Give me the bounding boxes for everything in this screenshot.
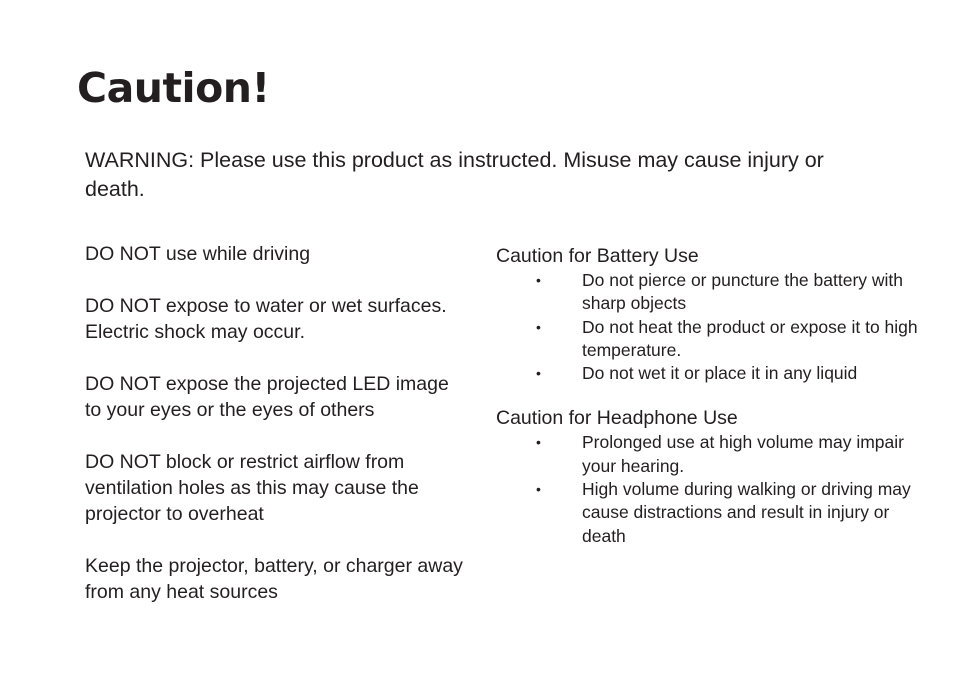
battery-caution-heading: Caution for Battery Use	[496, 245, 699, 267]
specific-cautions	[496, 243, 936, 568]
headphone-caution-heading: Caution for Headphone Use	[496, 407, 738, 430]
list-item	[496, 431, 936, 478]
caution-item-airflow: DO NOT block or restrict airflow from ventilation holes as this may cause the projector to overheat	[85, 451, 419, 525]
list-item-text: Prolonged use at high volume may impair your hearing.	[582, 432, 904, 476]
headphone-caution-section	[496, 405, 936, 547]
headphone-caution-list	[496, 431, 936, 547]
general-cautions	[85, 241, 465, 631]
list-item-text: Do not pierce or puncture the battery with sharp objects	[582, 270, 904, 314]
warning-text: WARNING: Please use this product as instructed. Misuse may cause injury or death.	[85, 148, 824, 201]
battery-caution-list	[496, 269, 936, 385]
list-item-text: Do not wet it or place it in any liquid	[582, 363, 858, 384]
list-item	[496, 269, 936, 316]
bullet-icon: •	[536, 481, 541, 498]
list-item-text: Do not heat the product or expose it to high temperature.	[582, 316, 918, 360]
list-item-text: High volume during walking or driving may cause distractions and result in injury or death	[582, 479, 911, 546]
page-title: Caution!	[77, 64, 270, 112]
bullet-icon: •	[536, 365, 541, 382]
battery-caution-section	[496, 243, 936, 385]
list-item	[496, 362, 936, 385]
caution-item-led-eyes: DO NOT expose the projected LED image to your eyes or the eyes of others	[85, 373, 449, 421]
caution-item-water: DO NOT expose to water or wet surfaces. Electric shock may occur.	[85, 295, 447, 343]
caution-item-heat-sources: Keep the projector, battery, or charger away from any heat sources	[85, 555, 463, 603]
bullet-icon: •	[536, 272, 541, 288]
caution-item-driving: DO NOT use while driving	[85, 243, 311, 265]
bullet-icon: •	[536, 434, 541, 451]
bullet-icon: •	[536, 318, 541, 335]
list-item	[496, 478, 936, 548]
list-item	[496, 316, 936, 363]
